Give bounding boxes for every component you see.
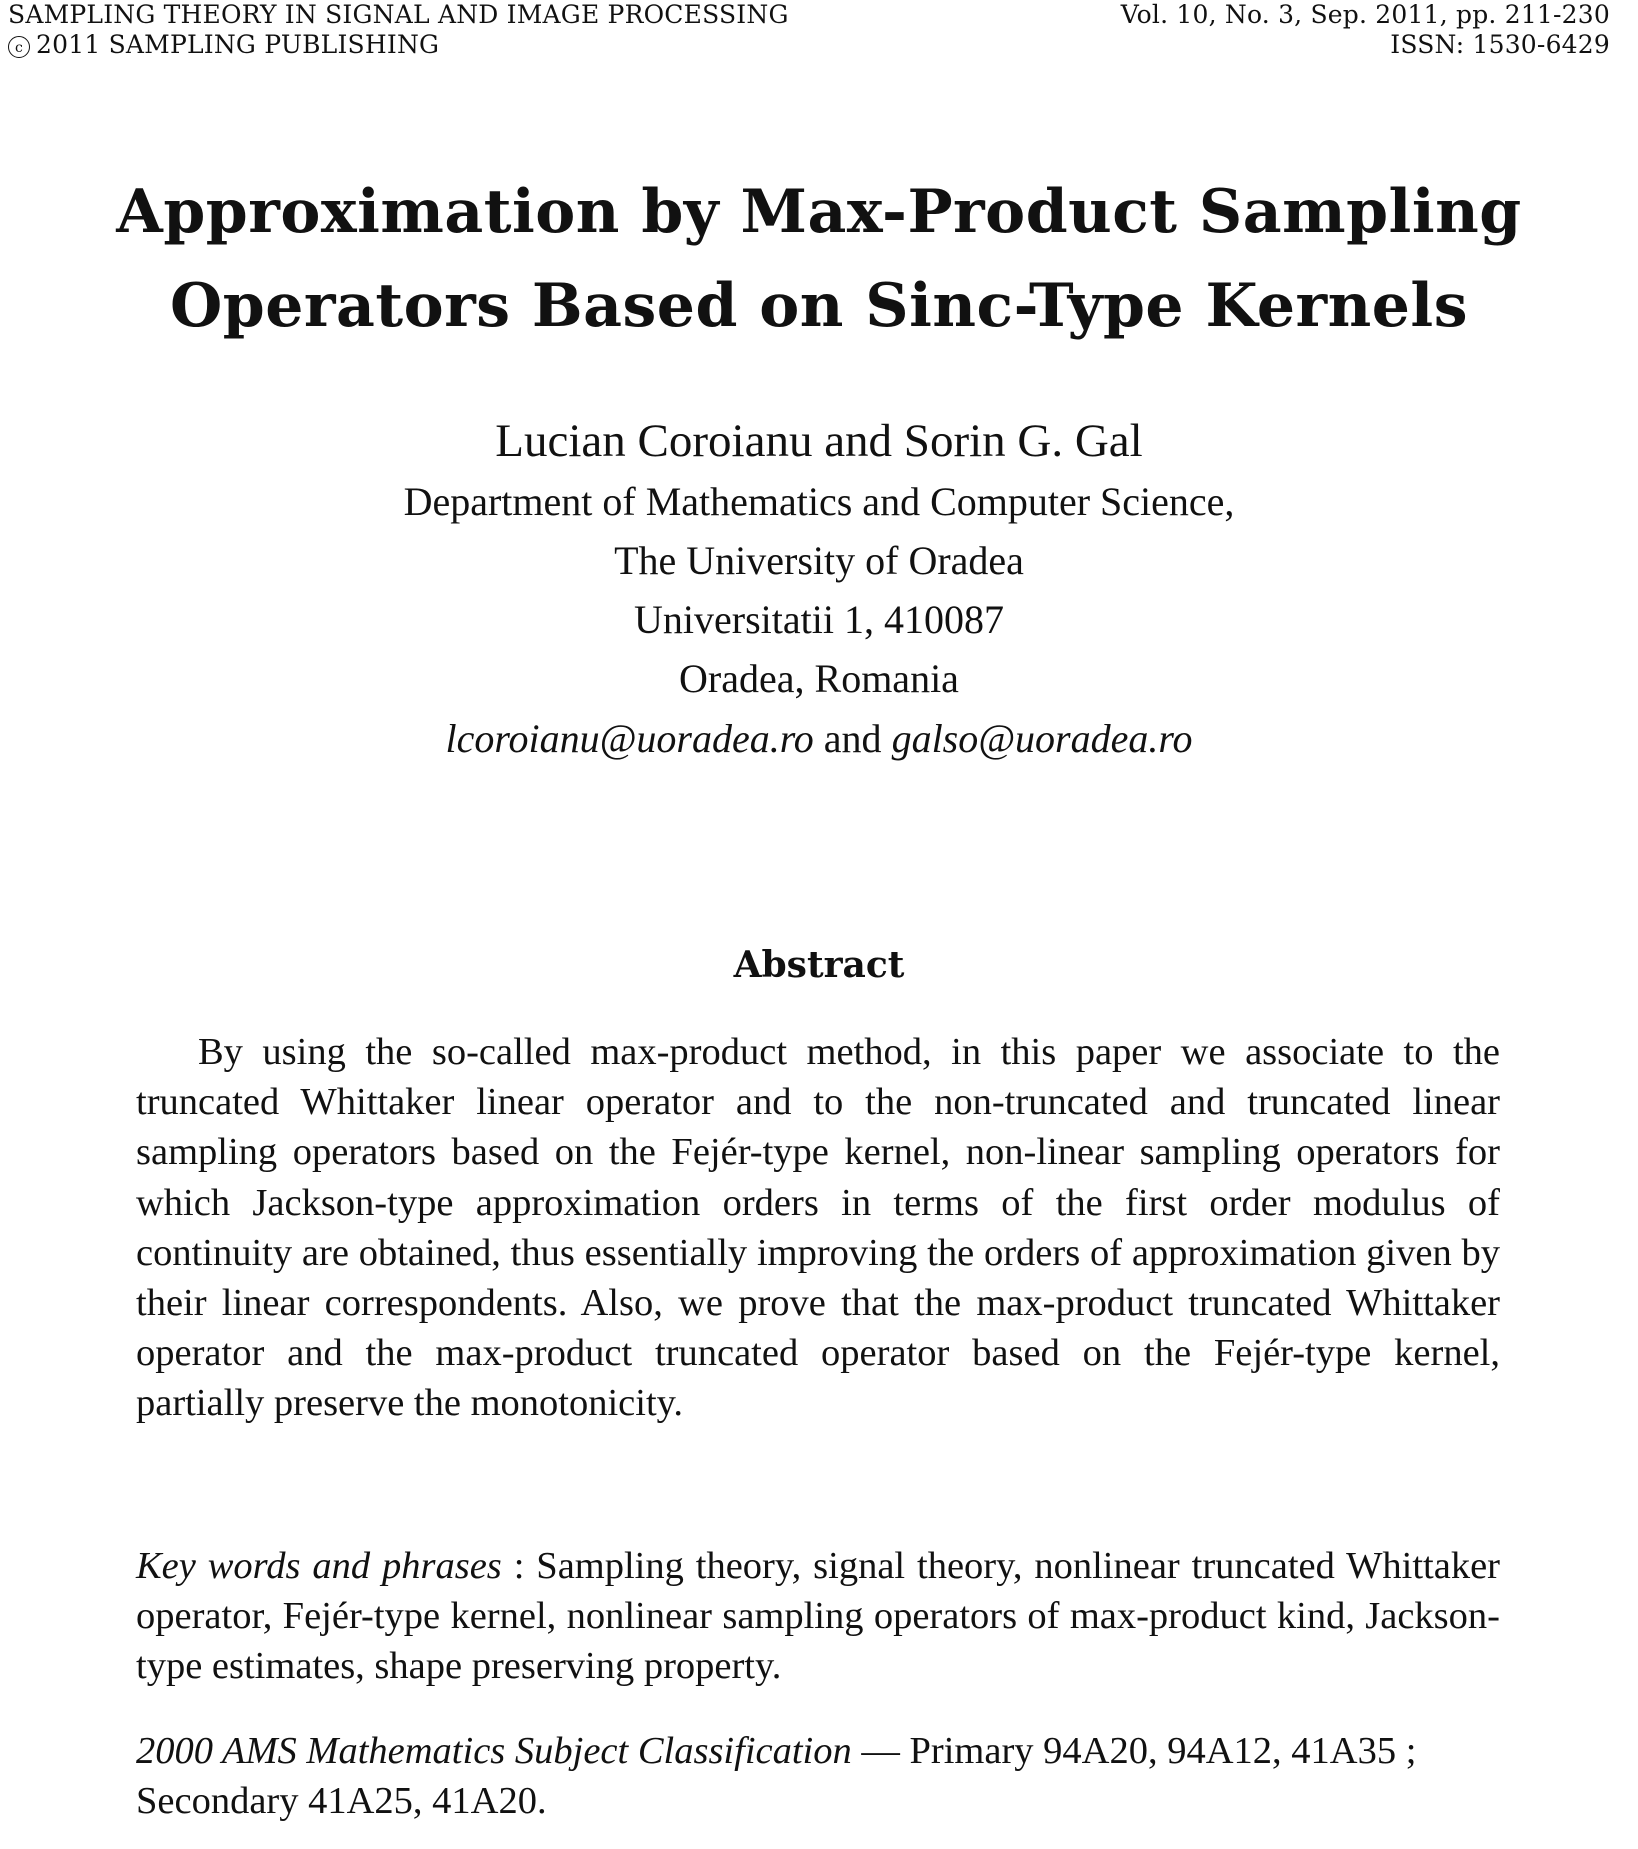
copyright-line: [8, 30, 789, 60]
keywords-text: Sampling theory, signal theory, nonlinear truncated Whittaker operator, Fejér-type kernel, nonlinear sampling operators of max-product kind, Jackson-type estimates, shape preserving property.: [136, 1545, 1500, 1687]
copyright-icon: c: [8, 36, 30, 58]
abstract-heading: Abstract: [733, 944, 905, 986]
email-connector: and: [813, 716, 892, 761]
header-right: [1121, 0, 1610, 60]
journal-name: SAMPLING THEORY IN SIGNAL AND IMAGE PROCESSING: [8, 0, 789, 29]
author-emails: [0, 708, 1638, 770]
affiliation-department: Department of Mathematics and Computer Science,: [403, 479, 1235, 524]
affiliation-street: Universitatii 1, 410087: [634, 597, 1004, 642]
affiliation-city: Oradea, Romania: [679, 656, 959, 701]
title-line-2: Operators Based on Sinc-Type Kernels: [170, 271, 1468, 341]
keywords-separator: :: [501, 1545, 537, 1587]
msc-separator: —: [851, 1730, 910, 1772]
volume-info: Vol. 10, No. 3, Sep. 2011, pp. 211-230: [1120, 0, 1610, 29]
author-names: Lucian Coroianu and Sorin G. Gal: [495, 415, 1143, 467]
author-block: [0, 410, 1638, 770]
abstract-text: By using the so-called max-product method, in this paper we associate to the truncated Whittaker linear operator and to the non-truncated and truncated linear sampling operators based on the Fejér-type kernel, non-linear sampling operators for which Jackson-type approximation orders in terms of the first order modulus of continuity are obtained, thus essentially improving the orders of approximation given by their linear correspondents. Also, we prove that the max-product truncated Whittaker operator and the max-product truncated operator based on the Fejér-type kernel, partially preserve the monotonicity.: [136, 1031, 1500, 1425]
title-line-1: Approximation by Max-Product Sampling: [116, 177, 1522, 247]
issn: ISSN: 1530-6429: [1390, 30, 1610, 59]
msc-text: Primary 94A20, 94A12, 41A35 ; Secondary 41A25, 41A20.: [136, 1730, 1417, 1822]
paper-title: [0, 165, 1638, 353]
keywords-label: Key words and phrases: [136, 1545, 502, 1587]
header-left: [8, 0, 789, 60]
publisher: 2011 SAMPLING PUBLISHING: [36, 30, 440, 59]
affiliation-university: The University of Oradea: [614, 538, 1024, 583]
msc-classification: [136, 1726, 1500, 1826]
keywords: [136, 1541, 1500, 1691]
email-link-1[interactable]: lcoroianu@uoradea.ro: [445, 716, 814, 761]
msc-label: 2000 AMS Mathematics Subject Classification: [136, 1730, 852, 1772]
email-link-2[interactable]: galso@uoradea.ro: [891, 716, 1193, 761]
running-header: [0, 0, 1638, 70]
